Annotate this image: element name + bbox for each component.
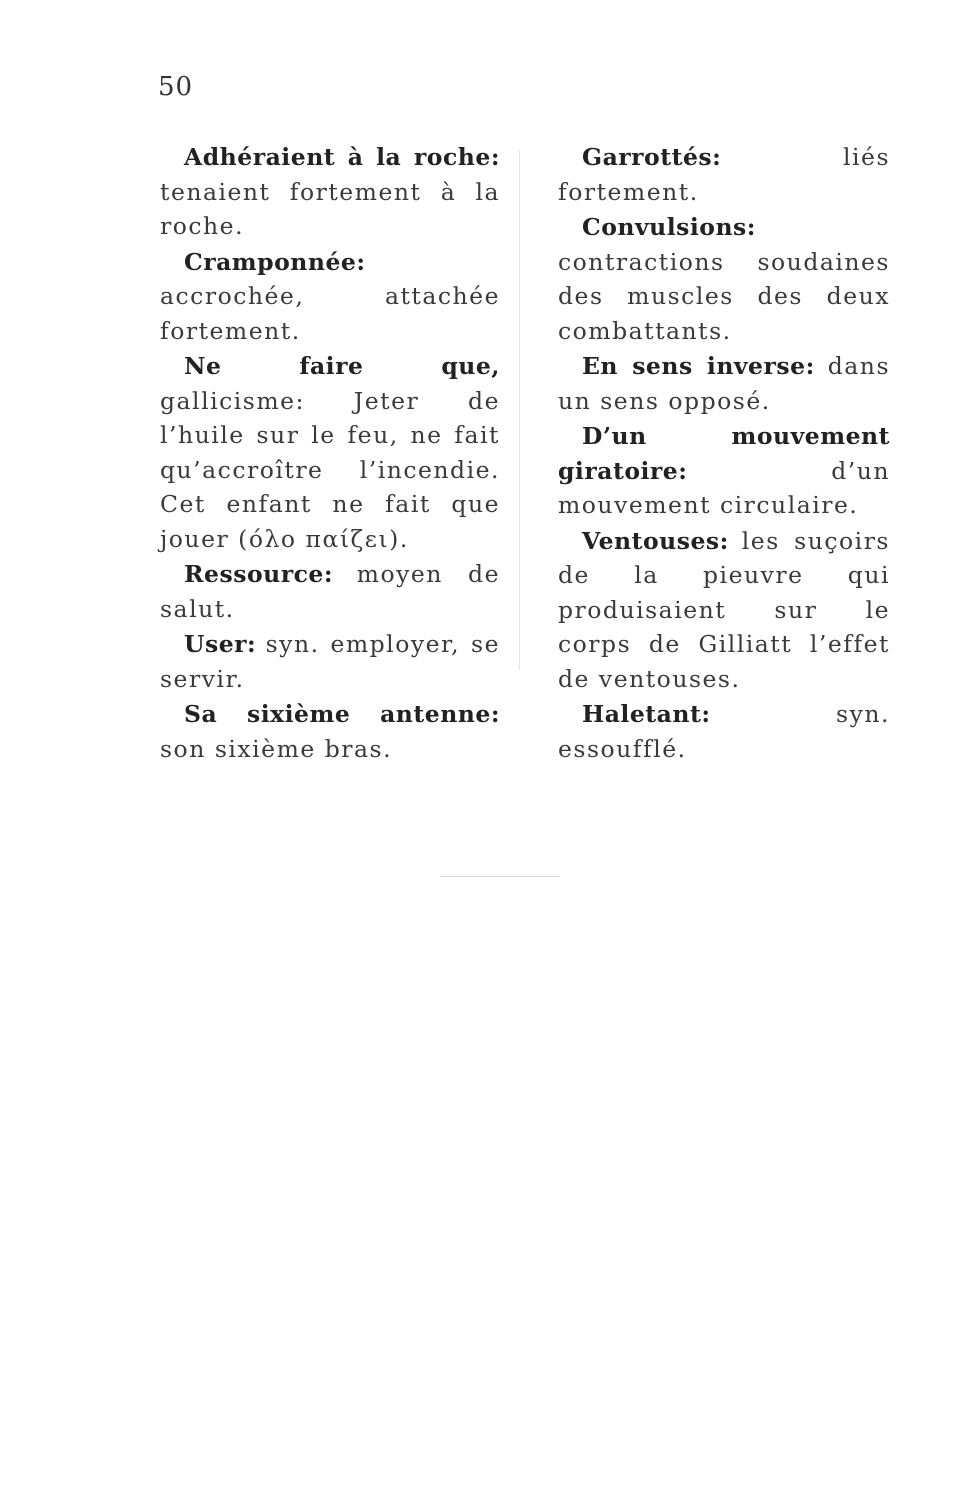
glossary-definition: son sixième bras. — [160, 734, 393, 763]
glossary-entry — [558, 524, 890, 697]
column-divider — [519, 150, 520, 670]
glossary-definition: les suçoirs de la pieuvre qui produisaient sur le corps de Gilliatt l’effet de ventouses. — [558, 526, 890, 693]
glossary-term: Ressource: — [184, 560, 334, 588]
glossary-entry — [558, 349, 890, 418]
glossary-term: D’un mouvement giratoire: — [558, 422, 890, 485]
glossary-term: Haletant: — [582, 700, 711, 728]
right-glossary-column — [558, 140, 890, 767]
glossary-term: Cramponnée: — [184, 247, 366, 276]
section-rule — [440, 876, 560, 877]
glossary-entry — [160, 627, 500, 696]
glossary-entry — [160, 245, 500, 349]
glossary-entry — [558, 210, 890, 348]
glossary-term: En sens inverse: — [582, 352, 815, 380]
glossary-definition: accrochée, attachée fortement. — [160, 282, 500, 345]
glossary-definition: contractions soudaines des muscles des deux combattants. — [558, 247, 890, 345]
glossary-definition: d’un mouvement circulaire. — [558, 456, 890, 519]
glossary-term: Adhéraient à la roche: — [184, 143, 500, 171]
glossary-entry — [558, 697, 890, 766]
glossary-definition: gallicisme: Jeter de l’huile sur le feu, ne fait qu’accroître l’incendie. Cet enfant ne fait que jouer (όλο παίζει). — [160, 386, 500, 553]
page-number: 50 — [158, 72, 194, 102]
glossary-entry — [558, 419, 890, 523]
glossary-entry — [160, 697, 500, 766]
glossary-term: Sa sixième antenne: — [184, 700, 500, 728]
glossary-term: Convulsions: — [582, 213, 756, 241]
glossary-entry — [160, 140, 500, 244]
glossary-term: User: — [184, 630, 257, 658]
glossary-definition: liés fortement. — [558, 143, 890, 206]
glossary-entry — [160, 349, 500, 556]
glossary-definition: tenaient fortement à la roche. — [160, 177, 500, 240]
glossary-term: Ventouses: — [582, 526, 729, 555]
left-glossary-column — [160, 140, 500, 767]
glossary-entry — [558, 140, 890, 209]
glossary-entry — [160, 557, 500, 626]
glossary-definition: dans un sens opposé. — [558, 352, 890, 415]
glossary-definition: syn. essoufflé. — [558, 700, 890, 763]
glossary-term: Garrottés: — [582, 143, 722, 171]
glossary-definition: syn. employer, se servir. — [160, 630, 500, 693]
glossary-definition: moyen de salut. — [160, 560, 500, 623]
glossary-term: Ne faire que, — [184, 352, 500, 380]
